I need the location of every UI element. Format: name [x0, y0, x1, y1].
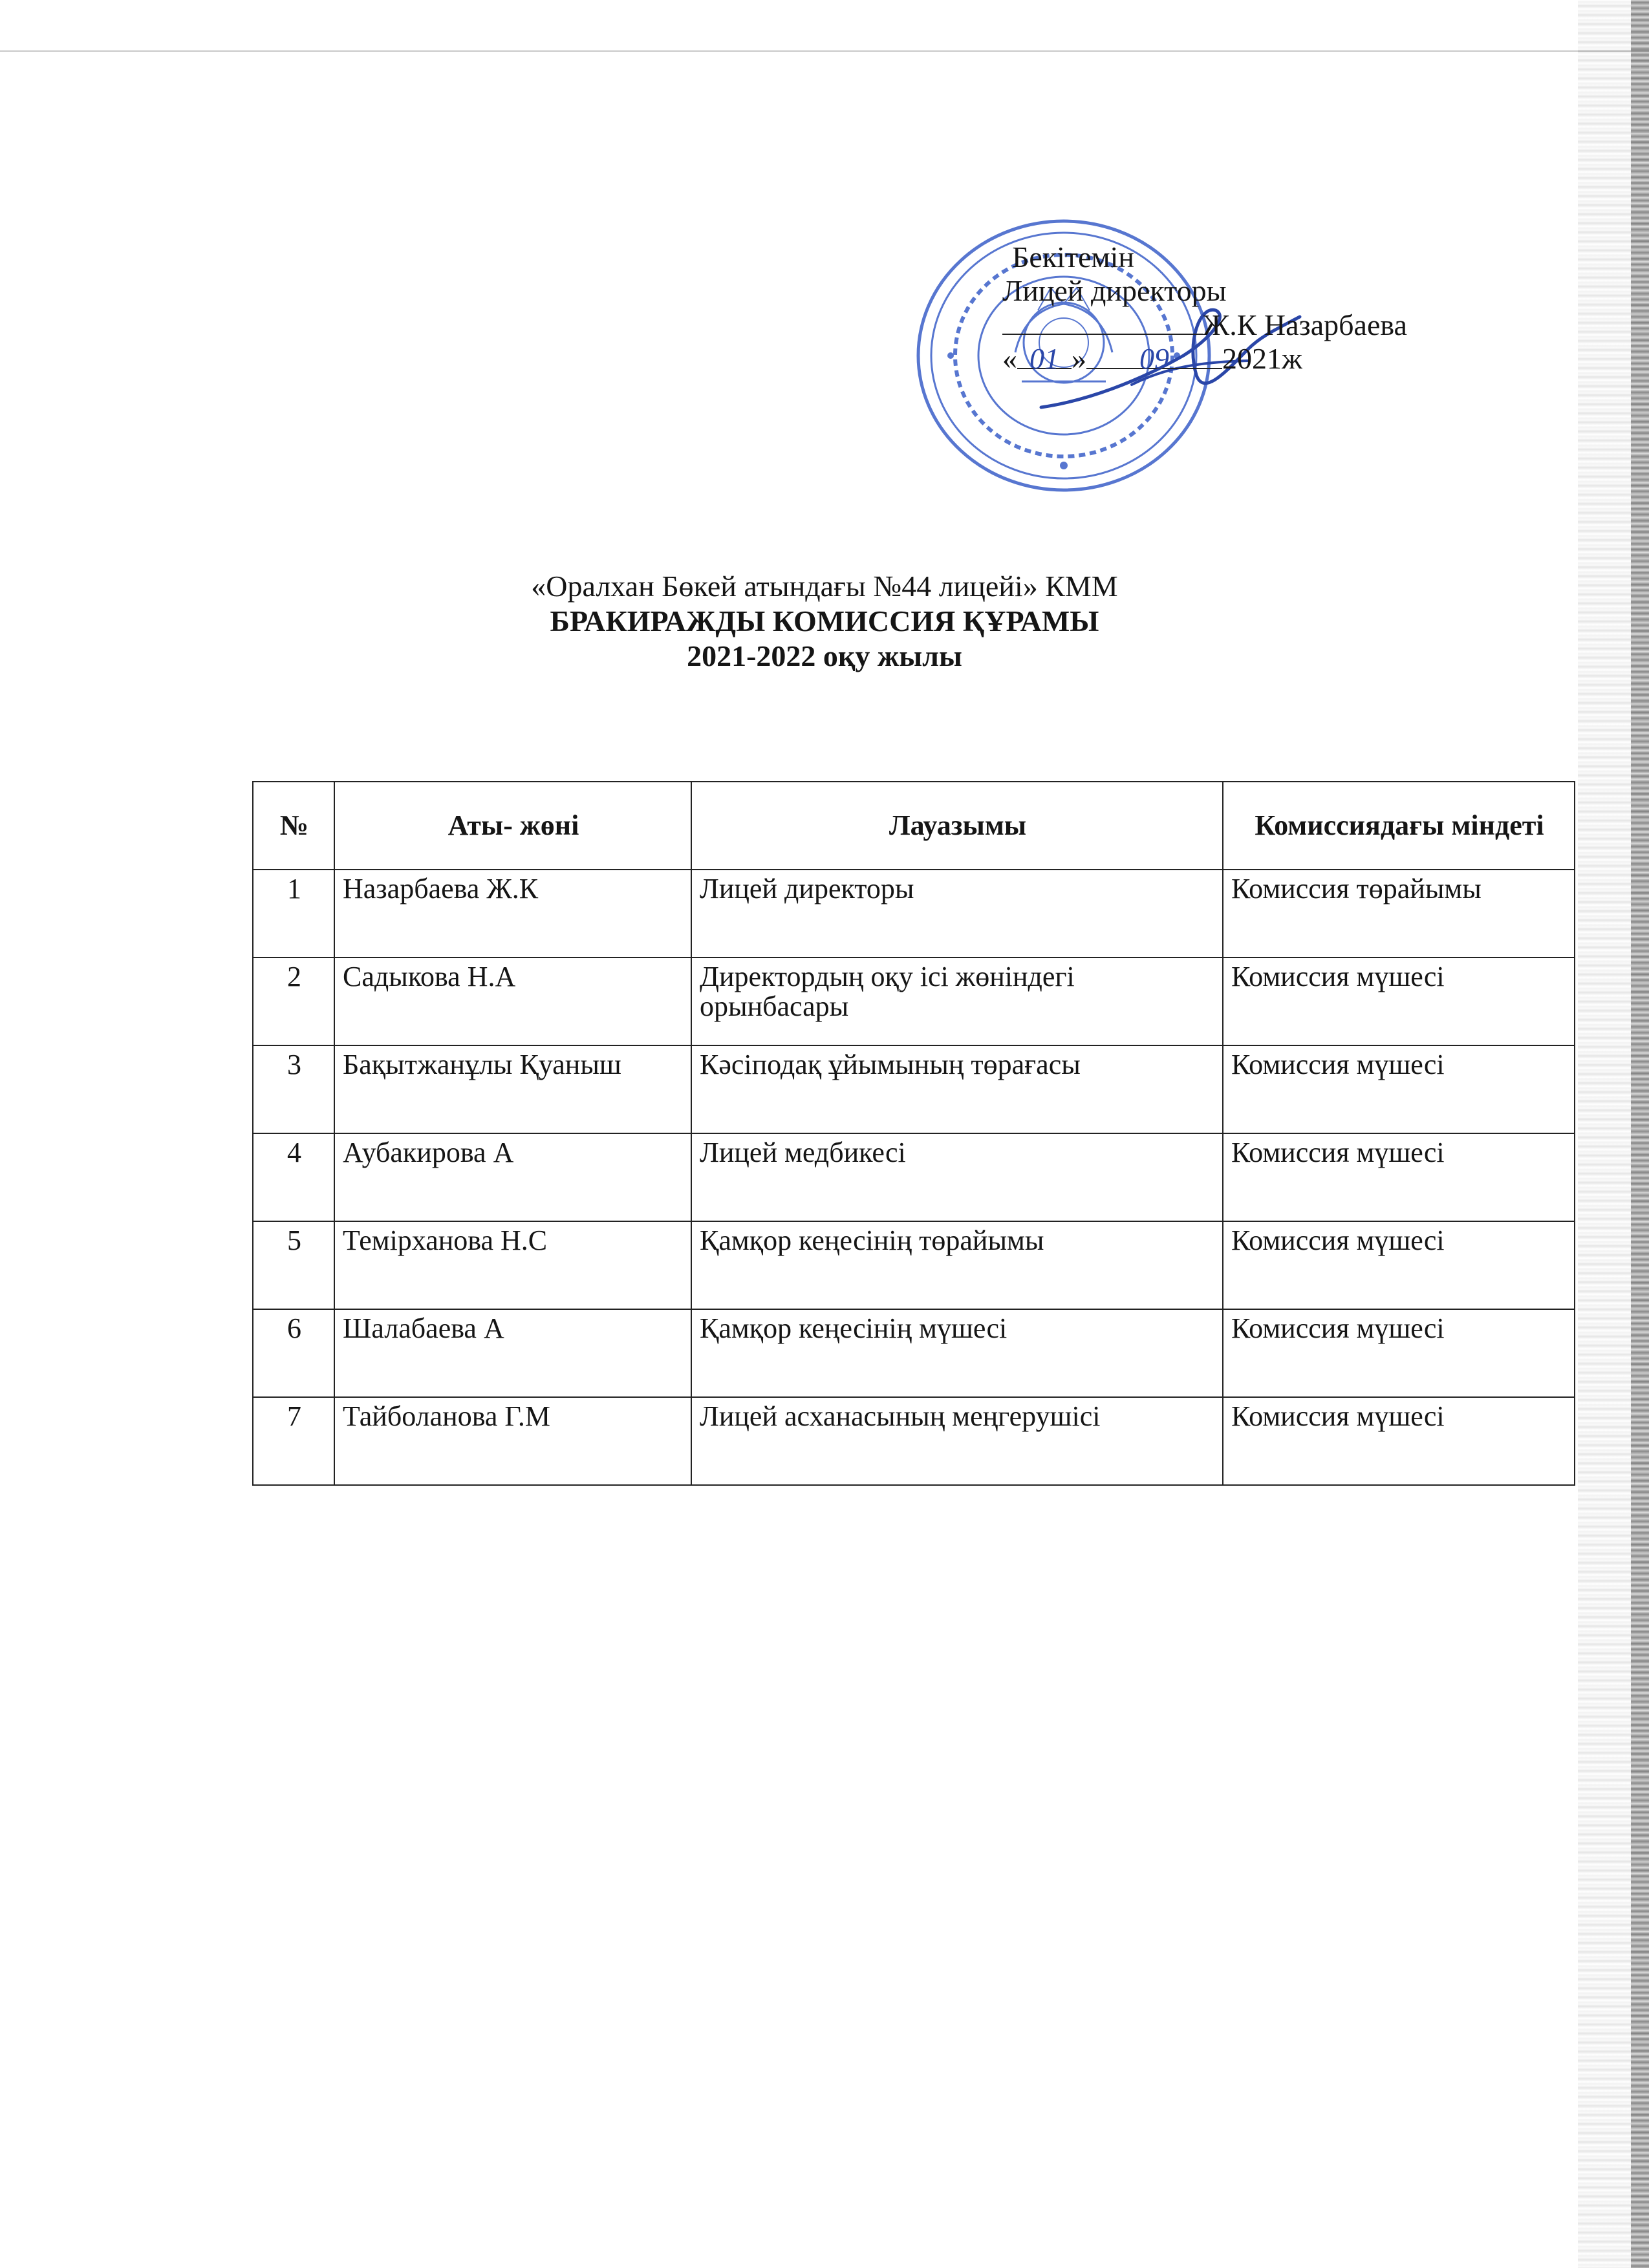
date-quote-close: » [1072, 342, 1086, 375]
approval-block [1002, 241, 1503, 376]
scan-top-line [0, 50, 1649, 52]
date-year: 2021ж [1222, 342, 1302, 375]
approval-date [1002, 342, 1503, 376]
row-role: Комиссия мүшесі [1223, 1397, 1575, 1485]
commission-table [252, 781, 1575, 1486]
row-role: Комиссия төрайымы [1223, 870, 1575, 957]
header-number: № [253, 782, 334, 870]
academic-year: 2021-2022 оқу жылы [687, 639, 962, 672]
table-header-row [253, 782, 1575, 870]
row-position: Лицей медбикесі [691, 1133, 1223, 1221]
header-position: Лауазымы [691, 782, 1223, 870]
row-role: Комиссия мүшесі [1223, 1309, 1575, 1397]
row-number: 5 [253, 1221, 334, 1309]
row-number: 6 [253, 1309, 334, 1397]
row-name: Садыкова Н.А [334, 957, 691, 1045]
row-position: Қамқор кеңесінің төрайымы [691, 1221, 1223, 1309]
date-day: 01 [1017, 342, 1072, 369]
document-titles [0, 569, 1649, 674]
table-row [253, 1309, 1575, 1397]
row-position: Лицей директоры [691, 870, 1223, 957]
table-row [253, 957, 1575, 1045]
table-row [253, 1133, 1575, 1221]
signature-blank [1002, 308, 1203, 335]
signatory-name: Ж.К Назарбаева [1203, 308, 1407, 341]
table-row [253, 1045, 1575, 1133]
document-heading: БРАКИРАЖДЫ КОМИССИЯ ҚҰРАМЫ [550, 604, 1099, 637]
row-role: Комиссия мүшесі [1223, 1133, 1575, 1221]
row-number: 3 [253, 1045, 334, 1133]
row-position: Директордың оқу ісі жөніндегі орынбасары [691, 957, 1223, 1045]
row-name: Аубакирова А [334, 1133, 691, 1221]
row-role: Комиссия мүшесі [1223, 1221, 1575, 1309]
date-month: 09 [1086, 342, 1222, 369]
approval-position: Лицей директоры [1002, 274, 1227, 307]
row-position: Қамқор кеңесінің мүшесі [691, 1309, 1223, 1397]
approval-signatory [1002, 308, 1503, 342]
row-number: 2 [253, 957, 334, 1045]
row-role: Комиссия мүшесі [1223, 1045, 1575, 1133]
row-number: 7 [253, 1397, 334, 1485]
row-position: Лицей асханасының меңгерушісі [691, 1397, 1223, 1485]
approval-title: Бекітемін [1012, 241, 1134, 273]
table-row [253, 1397, 1575, 1485]
table-row [253, 1221, 1575, 1309]
header-role: Комиссиядағы міндеті [1223, 782, 1575, 870]
row-name: Темірханова Н.С [334, 1221, 691, 1309]
row-name: Шалабаева А [334, 1309, 691, 1397]
row-number: 4 [253, 1133, 334, 1221]
row-role: Комиссия мүшесі [1223, 957, 1575, 1045]
row-number: 1 [253, 870, 334, 957]
scan-edge-artifact [1578, 0, 1649, 2268]
row-name: Бақытжанұлы Қуаныш [334, 1045, 691, 1133]
date-quote-open: « [1002, 342, 1017, 375]
organization-name: «Оралхан Бөкей атындағы №44 лицейі» КММ [531, 570, 1118, 603]
header-name: Аты- жөні [334, 782, 691, 870]
table-row [253, 870, 1575, 957]
row-name: Назарбаева Ж.К [334, 870, 691, 957]
row-position: Кәсіподақ ұйымының төрағасы [691, 1045, 1223, 1133]
row-name: Тайболанова Г.М [334, 1397, 691, 1485]
